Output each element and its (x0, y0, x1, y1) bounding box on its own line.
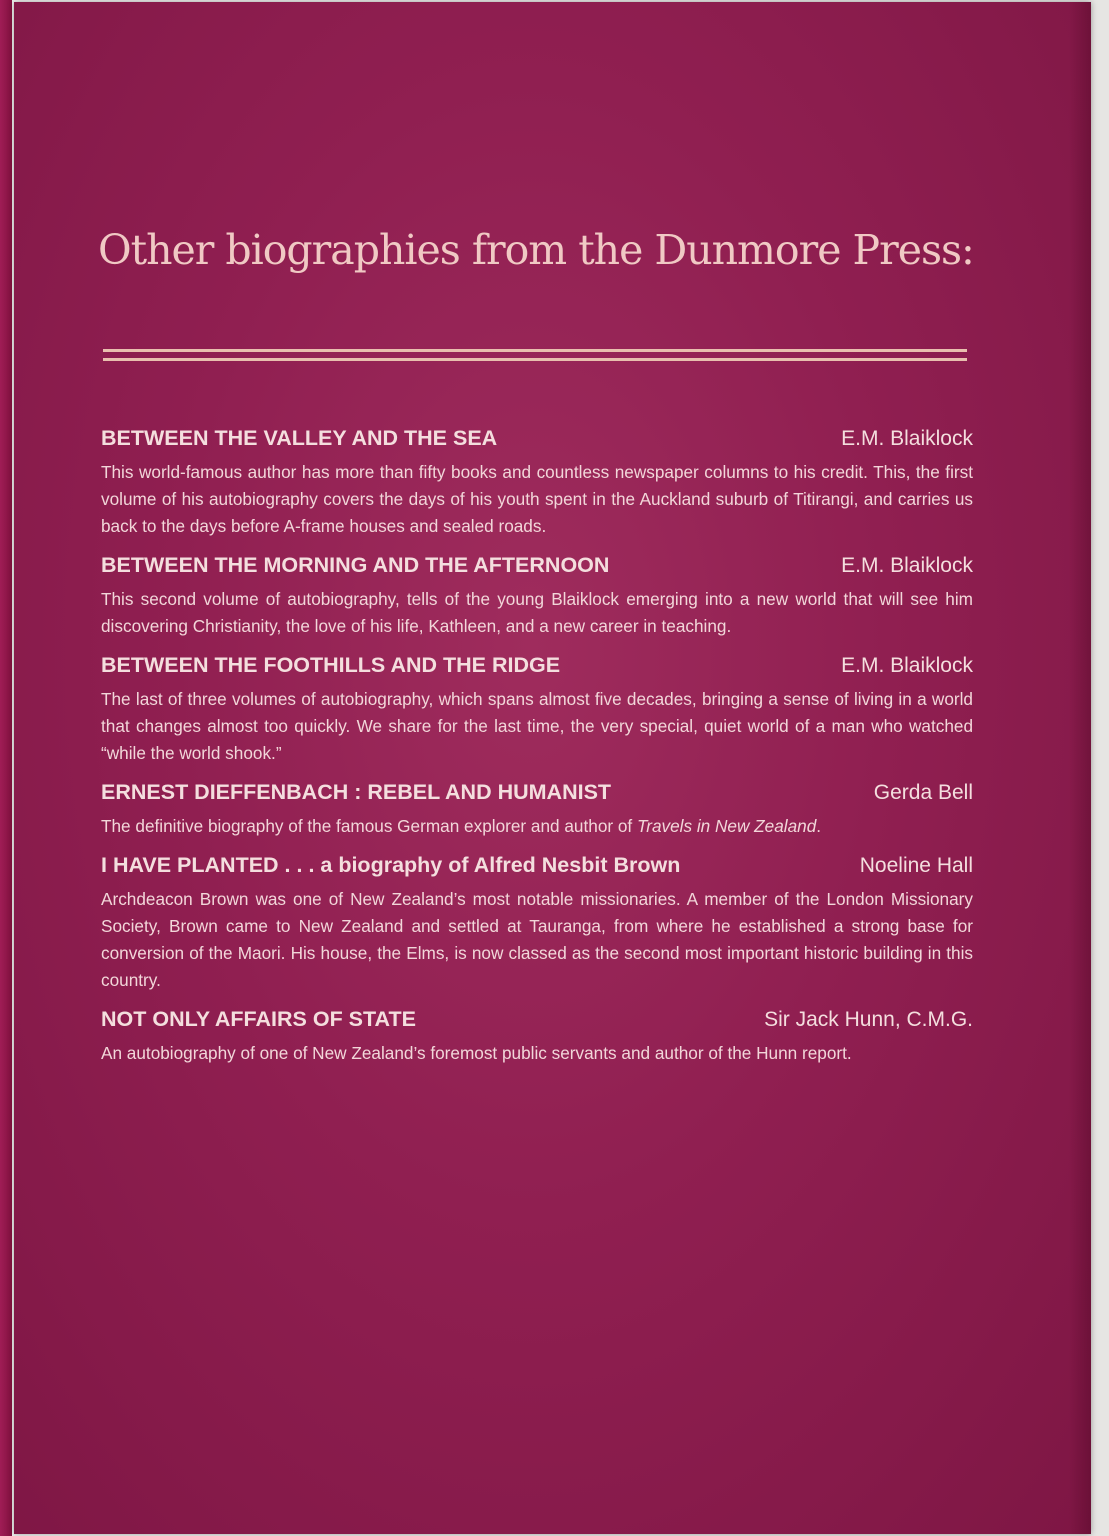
biography-entry (101, 778, 973, 840)
entry-header (101, 851, 973, 880)
biography-entry (101, 551, 973, 640)
biography-entry (101, 851, 973, 994)
biography-entry (101, 424, 973, 540)
double-rule-divider (103, 349, 967, 363)
biography-entry (101, 651, 973, 767)
entry-description-end: . (816, 816, 822, 836)
cover-shadow-edge (1069, 2, 1091, 1534)
entry-author: Sir Jack Hunn, C.M.G. (764, 1008, 973, 1031)
biography-entry (101, 1005, 973, 1067)
cover-heading: Other biographies from the Dunmore Press: (98, 226, 974, 274)
entry-description: This world-famous author has more than fifty books and countless newspaper columns to his credit. This, the first volume of his autobiography covers the days of his youth spent in the Auckland suburb of Titirangi, and carries us back to the days before A-frame houses and sealed roads. (101, 462, 973, 536)
entry-author: Gerda Bell (873, 781, 973, 804)
entry-author: E.M. Blaiklock (841, 427, 973, 450)
entry-header (101, 651, 973, 680)
entry-description (101, 813, 973, 840)
entry-header (101, 424, 973, 453)
biography-list (101, 424, 973, 1078)
entry-title: BETWEEN THE FOOTHILLS AND THE RIDGE (101, 653, 561, 677)
entry-author: E.M. Blaiklock (841, 554, 973, 577)
entry-title: BETWEEN THE MORNING AND THE AFTERNOON (101, 553, 610, 577)
entry-description: The last of three volumes of autobiography, which spans almost five decades, bringing a sense of living in a world that changes almost too quickly. We share for the last time, the very special, quiet world of a man who watched “while the world shook.” (101, 689, 973, 763)
entry-author: Noeline Hall (859, 854, 973, 877)
entry-header (101, 1005, 973, 1034)
entry-title: ERNEST DIEFFENBACH : REBEL AND HUMANIST (101, 780, 612, 804)
entry-description-text: The definitive biography of the famous German explorer and author of (101, 816, 633, 836)
entry-header (101, 551, 973, 580)
entry-title: I HAVE PLANTED . . . a biography of Alfred Nesbit Brown (101, 853, 681, 877)
entry-header (101, 778, 973, 807)
entry-title: BETWEEN THE VALLEY AND THE SEA (101, 426, 498, 450)
entry-description-book-title: Travels in New Zealand (637, 816, 817, 836)
entry-description: Archdeacon Brown was one of New Zealand’s most notable missionaries. A member of the London Missionary Society, Brown came to New Zealand and settled at Tauranga, from where he established a strong base for conversion of the Maori. His house, the Elms, is now classed as the second most important historic building in this country. (101, 889, 973, 990)
entry-author: E.M. Blaiklock (841, 654, 973, 677)
rule-line-top (103, 349, 967, 352)
entry-title: NOT ONLY AFFAIRS OF STATE (101, 1007, 416, 1031)
rule-line-bottom (103, 358, 967, 361)
book-spine-edge (0, 0, 12, 1536)
entry-description: This second volume of autobiography, tells of the young Blaiklock emerging into a new world that will see him discovering Christianity, the love of his life, Kathleen, and a new career in teaching. (101, 589, 973, 636)
entry-description: An autobiography of one of New Zealand’s foremost public servants and author of the Hunn report. (101, 1043, 852, 1063)
